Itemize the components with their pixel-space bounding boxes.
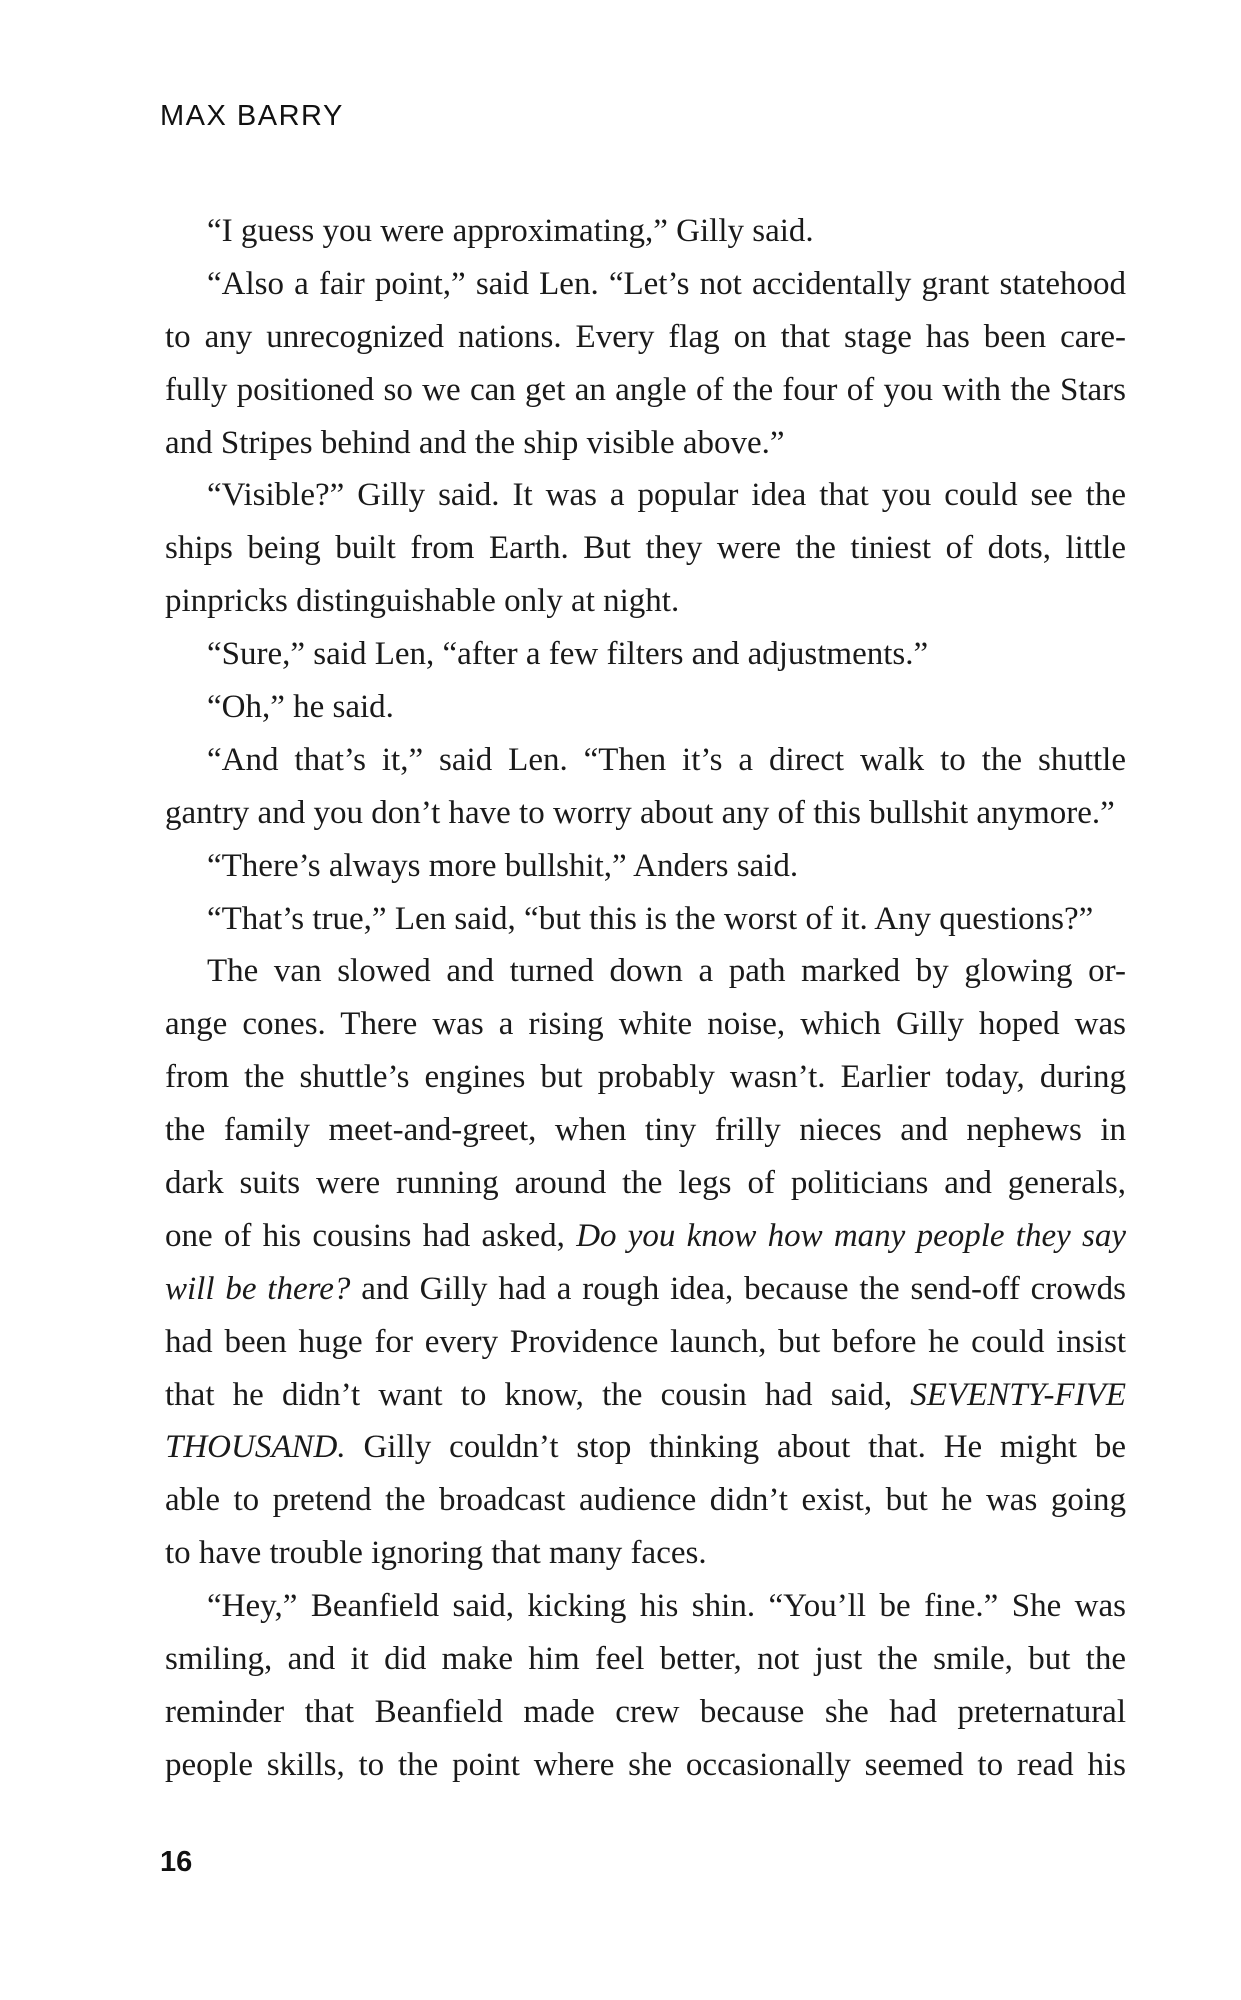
text-line: fully positioned so we can get an angle of the four of you with the Stars	[165, 371, 1126, 408]
text-line	[165, 1210, 1126, 1263]
text-line: dark suits were running around the legs of politicians and generals,	[165, 1165, 1126, 1202]
text-line: “Also a fair point,” said Len. “Let’s not accidentally grant statehood	[207, 265, 1126, 302]
text-line: able to pretend the broadcast audience didn’t exist, but he was going	[165, 1482, 1126, 1519]
text-line: “That’s true,” Len said, “but this is the worst of it. Any questions?”	[207, 900, 1094, 937]
text-line: pinpricks distinguishable only at night.	[165, 583, 680, 620]
text-line: had been huge for every Providence launch, but before he could insist	[165, 1323, 1126, 1360]
italic-text-span: will be there?	[165, 1270, 351, 1307]
text-line: smiling, and it did make him feel better, not just the smile, but the	[165, 1641, 1126, 1678]
text-line: ships being built from Earth. But they were the tiniest of dots, little	[165, 530, 1126, 567]
text-line: ange cones. There was a rising white noise, which Gilly hoped was	[165, 1006, 1126, 1043]
text-line: “Oh,” he said.	[207, 689, 394, 726]
text-line	[165, 1263, 1126, 1316]
text-span: and Gilly had a rough idea, because the send-off crowds	[350, 1270, 1126, 1307]
text-line: “Hey,” Beanfield said, kicking his shin. “You’ll be fine.” She was	[207, 1588, 1126, 1625]
text-line: “Sure,” said Len, “after a few filters and adjustments.”	[207, 636, 929, 673]
text-line: people skills, to the point where she occasionally seemed to read his	[165, 1746, 1126, 1783]
text-line: to any unrecognized nations. Every flag on that stage has been care-	[165, 318, 1126, 355]
italic-text-span: SEVENTY-FIVE	[910, 1376, 1126, 1413]
text-line: from the shuttle’s engines but probably wasn’t. Earlier today, during	[165, 1059, 1126, 1096]
text-line: “I guess you were approximating,” Gilly said.	[207, 213, 814, 249]
text-span: one of his cousins had asked,	[165, 1217, 577, 1254]
text-line: The van slowed and turned down a path marked by glowing or-	[207, 953, 1126, 990]
text-line: and Stripes behind and the ship visible above.”	[165, 424, 785, 461]
running-head: MAX BARRY	[160, 100, 344, 132]
text-line: “There’s always more bullshit,” Anders said.	[207, 847, 799, 884]
text-span: Gilly couldn’t stop thinking about that. He might be	[345, 1429, 1126, 1466]
text-line: the family meet-and-greet, when tiny frilly nieces and nephews in	[165, 1112, 1126, 1149]
text-line	[165, 1369, 1126, 1422]
text-line: to have trouble ignoring that many faces.	[165, 1535, 707, 1572]
italic-text-span: Do you know how many people they say	[576, 1217, 1126, 1254]
text-line: “And that’s it,” said Len. “Then it’s a direct walk to the shuttle	[207, 741, 1126, 778]
text-line: gantry and you don’t have to worry about any of this bullshit anymore.”	[165, 794, 1115, 831]
page-number: 16	[160, 1846, 193, 1878]
body-text	[165, 205, 1126, 1792]
italic-text-span: THOUSAND.	[165, 1429, 346, 1466]
text-line: “Visible?” Gilly said. It was a popular idea that you could see the	[207, 477, 1126, 514]
text-span: that he didn’t want to know, the cousin had said,	[165, 1376, 911, 1413]
text-line	[165, 1421, 1126, 1474]
text-line: reminder that Beanfield made crew because she had preternatural	[165, 1693, 1126, 1730]
